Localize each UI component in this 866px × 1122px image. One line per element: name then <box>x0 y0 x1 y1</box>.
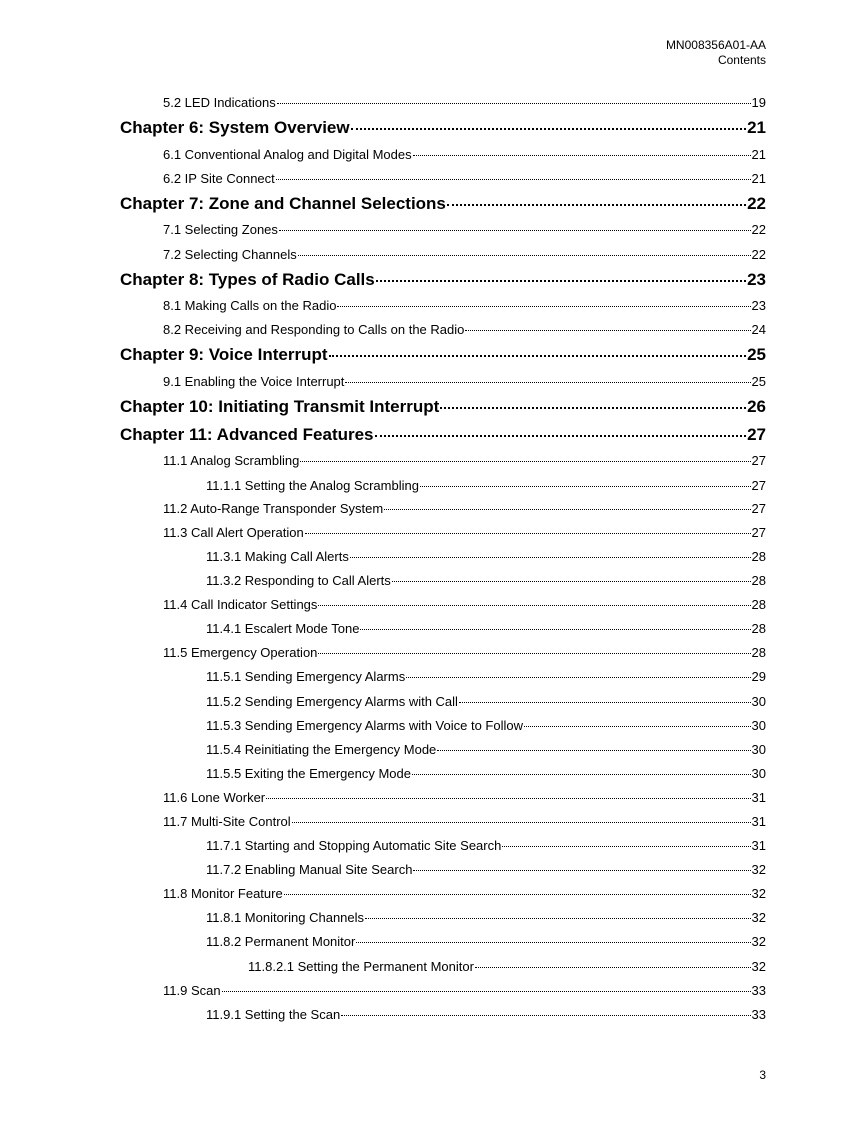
toc-entry-title: 6.1 Conventional Analog and Digital Modes <box>163 147 412 162</box>
dot-leader <box>420 486 751 487</box>
dot-leader <box>413 155 751 156</box>
toc-entry-page: 24 <box>751 322 766 337</box>
toc-entry[interactable] <box>120 838 766 853</box>
toc-entry-title: 11.4 Call Indicator Settings <box>163 597 318 612</box>
toc-entry-title: 11.8 Monitor Feature <box>163 886 283 901</box>
dot-leader <box>222 991 751 992</box>
dot-leader <box>318 605 750 606</box>
dot-leader <box>502 846 750 847</box>
dot-leader <box>350 557 751 558</box>
toc-entry[interactable] <box>120 374 766 389</box>
dot-leader <box>300 461 750 462</box>
toc-entry-page: 28 <box>751 621 766 636</box>
toc-entry-page: 23 <box>747 270 766 289</box>
dot-leader <box>279 230 751 231</box>
toc-entry-page: 31 <box>751 790 766 805</box>
toc-entry-title: Chapter 8: Types of Radio Calls <box>120 270 375 289</box>
toc-entry-page: 28 <box>751 597 766 612</box>
toc-entry-page: 32 <box>751 886 766 901</box>
toc-entry-page: 27 <box>751 453 766 468</box>
dot-leader <box>375 435 747 437</box>
toc-entry[interactable] <box>120 983 766 998</box>
dot-leader <box>305 533 751 534</box>
toc-entry-title: 11.8.2 Permanent Monitor <box>206 934 356 949</box>
toc-entry-title: Chapter 6: System Overview <box>120 118 350 137</box>
dot-leader <box>412 774 751 775</box>
toc-entry-page: 28 <box>751 573 766 588</box>
toc-entry-title: 11.1 Analog Scrambling <box>163 453 300 468</box>
toc-entry[interactable] <box>120 247 766 262</box>
toc-entry-title: 11.1.1 Setting the Analog Scrambling <box>206 478 419 493</box>
toc-entry-title: Chapter 9: Voice Interrupt <box>120 345 328 364</box>
dot-leader <box>351 128 746 130</box>
toc-entry-title: 11.9.1 Setting the Scan <box>206 1007 341 1022</box>
toc-entry-page: 31 <box>751 838 766 853</box>
toc-chapter-entry[interactable] <box>120 270 766 290</box>
toc-entry[interactable] <box>120 478 766 493</box>
toc-entry-title: 11.5.5 Exiting the Emergency Mode <box>206 766 411 781</box>
toc-entry-page: 21 <box>751 147 766 162</box>
toc-entry[interactable] <box>120 814 766 829</box>
toc-entry[interactable] <box>120 694 766 709</box>
toc-entry-title: 11.5.4 Reinitiating the Emergency Mode <box>206 742 437 757</box>
toc-entry-page: 25 <box>751 374 766 389</box>
dot-leader <box>384 509 750 510</box>
dot-leader <box>284 894 751 895</box>
toc-entry[interactable] <box>120 742 766 757</box>
toc-entry-title: 6.2 IP Site Connect <box>163 171 275 186</box>
toc-entry-page: 32 <box>751 959 766 974</box>
toc-entry[interactable] <box>120 1007 766 1022</box>
dot-leader <box>318 653 750 654</box>
toc-entry-title: 11.5.3 Sending Emergency Alarms with Voice to Follow <box>206 718 523 733</box>
toc-entry[interactable] <box>120 934 766 949</box>
toc-entry-title: 11.5.1 Sending Emergency Alarms <box>206 669 406 684</box>
toc-entry[interactable] <box>120 573 766 588</box>
toc-entry[interactable] <box>120 862 766 877</box>
toc-entry-page: 27 <box>751 525 766 540</box>
toc-entry[interactable] <box>120 322 766 337</box>
toc-entry-title: Chapter 11: Advanced Features <box>120 425 374 444</box>
toc-entry-title: 11.8.2.1 Setting the Permanent Monitor <box>248 959 474 974</box>
dot-leader <box>341 1015 750 1016</box>
toc-entry[interactable] <box>120 222 766 237</box>
dot-leader <box>276 179 751 180</box>
dot-leader <box>392 581 751 582</box>
toc-entry-page: 25 <box>747 345 766 364</box>
toc-chapter-entry[interactable] <box>120 345 766 365</box>
toc-entry-page: 31 <box>751 814 766 829</box>
toc-entry-page: 33 <box>751 1007 766 1022</box>
toc-entry-title: Chapter 10: Initiating Transmit Interrupt <box>120 397 440 416</box>
dot-leader <box>524 726 751 727</box>
toc-entry[interactable] <box>120 910 766 925</box>
toc-entry-page: 32 <box>751 934 766 949</box>
page-number: 3 <box>759 1068 766 1082</box>
toc-entry-title: 11.5 Emergency Operation <box>163 645 318 660</box>
toc-entry-page: 22 <box>751 247 766 262</box>
toc-entry-title: 11.4.1 Escalert Mode Tone <box>206 621 360 636</box>
toc-entry-page: 28 <box>751 645 766 660</box>
toc-entry[interactable] <box>120 525 766 540</box>
toc-chapter-entry[interactable] <box>120 397 766 417</box>
toc-entry[interactable] <box>120 95 766 110</box>
toc-entry-title: 7.2 Selecting Channels <box>163 247 297 262</box>
toc-chapter-entry[interactable] <box>120 194 766 214</box>
toc-entry-title: 9.1 Enabling the Voice Interrupt <box>163 374 345 389</box>
toc-entry-page: 21 <box>751 171 766 186</box>
toc-entry-title: 11.3.1 Making Call Alerts <box>206 549 349 564</box>
dot-leader <box>376 280 746 282</box>
toc-entry[interactable] <box>120 959 766 974</box>
toc-entry-page: 32 <box>751 862 766 877</box>
toc-entry[interactable] <box>120 298 766 313</box>
dot-leader <box>475 967 751 968</box>
toc-entry-title: 11.3 Call Alert Operation <box>163 525 304 540</box>
toc-entry-title: 11.7.1 Starting and Stopping Automatic Site Search <box>206 838 502 853</box>
dot-leader <box>437 750 750 751</box>
toc-entry-title: 11.9 Scan <box>163 983 221 998</box>
toc-entry-title: 11.6 Lone Worker <box>163 790 266 805</box>
toc-entry-title: 11.7.2 Enabling Manual Site Search <box>206 862 413 877</box>
toc-entry-page: 27 <box>747 425 766 444</box>
dot-leader <box>292 822 751 823</box>
toc-entry-title: 11.8.1 Monitoring Channels <box>206 910 365 925</box>
toc-entry-page: 30 <box>751 742 766 757</box>
dot-leader <box>345 382 750 383</box>
toc-entry[interactable] <box>120 645 766 660</box>
toc-entry-title: 7.1 Selecting Zones <box>163 222 278 237</box>
toc-entry[interactable] <box>120 171 766 186</box>
toc-entry-page: 22 <box>751 222 766 237</box>
dot-leader <box>447 204 746 206</box>
toc-entry-page: 33 <box>751 983 766 998</box>
toc-entry-page: 30 <box>751 694 766 709</box>
toc-entry[interactable] <box>120 147 766 162</box>
dot-leader <box>413 870 750 871</box>
toc-entry-title: 8.1 Making Calls on the Radio <box>163 298 337 313</box>
dot-leader <box>298 255 751 256</box>
toc-entry-title: 11.7 Multi-Site Control <box>163 814 291 829</box>
dot-leader <box>360 629 750 630</box>
dot-leader <box>440 407 746 409</box>
dot-leader <box>406 677 750 678</box>
page-header <box>666 38 766 68</box>
toc-entry[interactable] <box>120 718 766 733</box>
toc-entry-page: 26 <box>747 397 766 416</box>
document-id: MN008356A01-AA <box>665 38 766 52</box>
dot-leader <box>329 355 747 357</box>
toc-entry[interactable] <box>120 886 766 901</box>
toc-entry[interactable] <box>120 501 766 516</box>
toc-entry[interactable] <box>120 453 766 468</box>
dot-leader <box>459 702 751 703</box>
toc-entry-page: 30 <box>751 766 766 781</box>
dot-leader <box>277 103 751 104</box>
toc-entry-page: 22 <box>747 194 766 213</box>
toc-entry-title: 8.2 Receiving and Responding to Calls on the Radio <box>163 322 465 337</box>
toc-entry-page: 19 <box>751 95 766 110</box>
section-title: Contents <box>717 53 766 67</box>
toc-entry-page: 27 <box>751 478 766 493</box>
toc-entry[interactable] <box>120 669 766 684</box>
dot-leader <box>337 306 750 307</box>
toc-chapter-entry[interactable] <box>120 118 766 138</box>
toc-entry[interactable] <box>120 790 766 805</box>
toc-entry-page: 21 <box>747 118 766 137</box>
toc-entry-page: 32 <box>751 910 766 925</box>
toc-entry-title: Chapter 7: Zone and Channel Selections <box>120 194 446 213</box>
toc-entry[interactable] <box>120 597 766 612</box>
dot-leader <box>266 798 750 799</box>
toc-chapter-entry[interactable] <box>120 425 766 445</box>
toc-entry-title: 11.3.2 Responding to Call Alerts <box>206 573 391 588</box>
toc-entry-page: 28 <box>751 549 766 564</box>
dot-leader <box>365 918 751 919</box>
toc-entry-page: 30 <box>751 718 766 733</box>
dot-leader <box>465 330 750 331</box>
toc-entry-page: 27 <box>751 501 766 516</box>
dot-leader <box>356 942 750 943</box>
toc-entry-title: 11.2 Auto-Range Transponder System <box>163 501 384 516</box>
toc-entry[interactable] <box>120 621 766 636</box>
toc-entry[interactable] <box>120 766 766 781</box>
toc-entry-page: 29 <box>751 669 766 684</box>
toc-entry-title: 11.5.2 Sending Emergency Alarms with Call <box>206 694 458 709</box>
toc-entry[interactable] <box>120 549 766 564</box>
toc-entry-title: 5.2 LED Indications <box>163 95 276 110</box>
toc-entry-page: 23 <box>751 298 766 313</box>
